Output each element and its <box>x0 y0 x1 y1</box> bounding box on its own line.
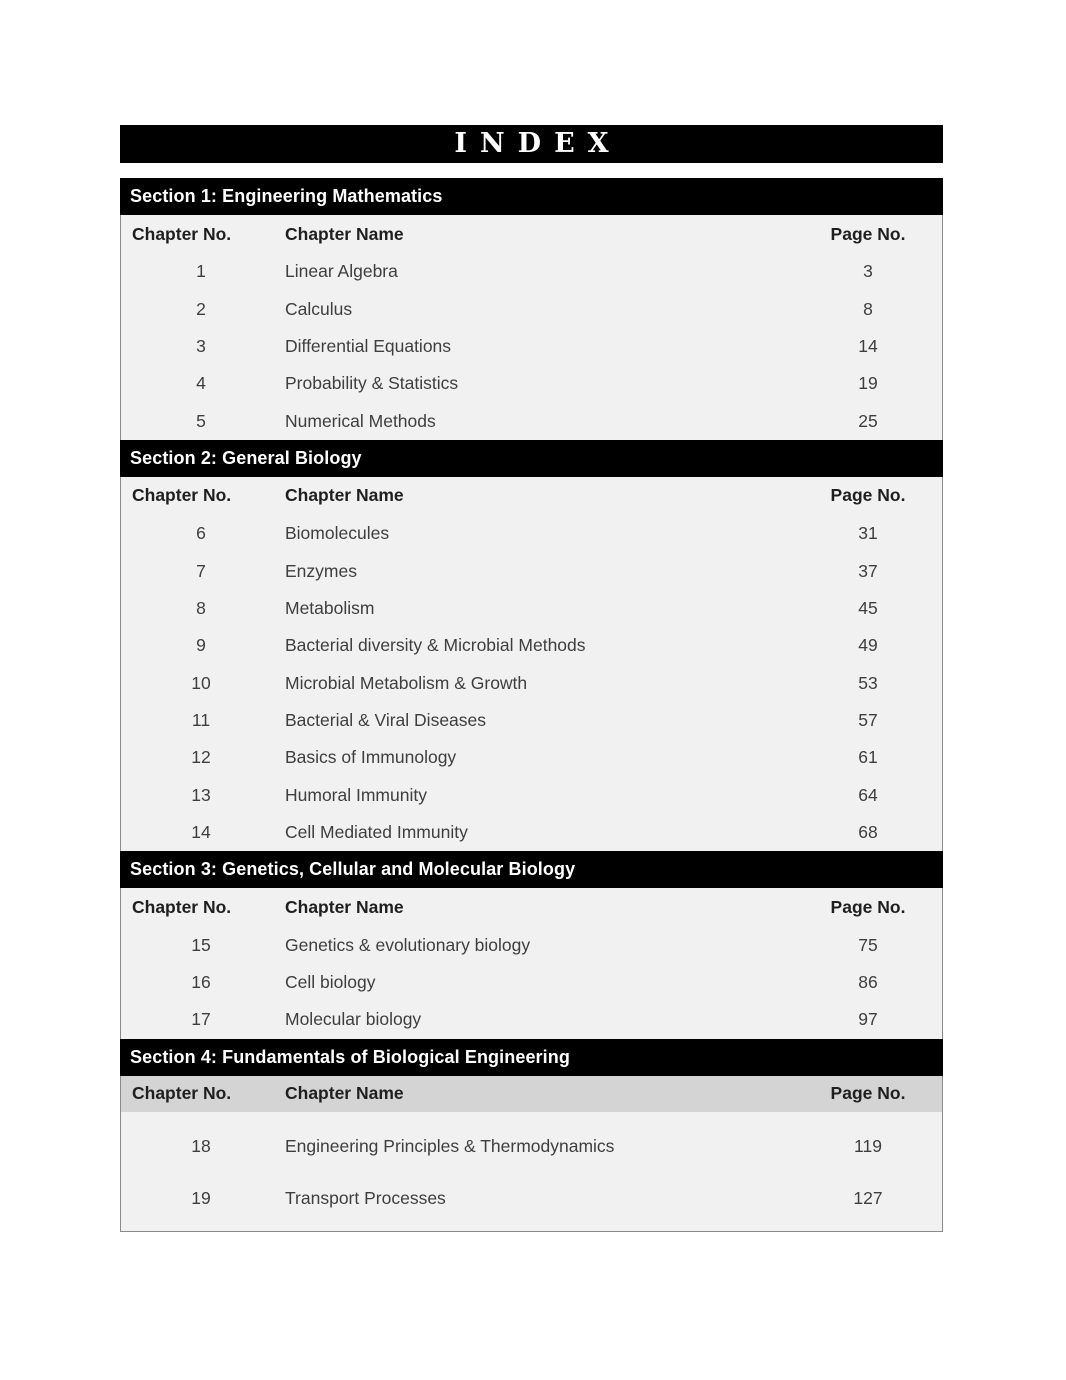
section-table <box>120 1076 943 1232</box>
chapter-name-cell: Probability & Statistics <box>285 373 459 394</box>
chapter-name-cell: Engineering Principles & Thermodynamics <box>285 1136 615 1157</box>
chapter-number-cell: 14 <box>191 822 211 843</box>
page-number-cell: 64 <box>858 784 878 805</box>
page-number-cell: 49 <box>858 635 878 656</box>
page-number-cell: 14 <box>858 335 878 356</box>
section-table <box>120 477 943 852</box>
chapter-name-cell: Genetics & evolutionary biology <box>285 934 531 955</box>
col-header-chapter-no: Chapter No. <box>132 896 232 917</box>
col-header-page-no: Page No. <box>830 485 906 506</box>
col-header-chapter-name: Chapter Name <box>285 223 404 244</box>
chapter-name-cell: Molecular biology <box>285 1009 422 1030</box>
table-row <box>121 702 942 739</box>
section-general-biology <box>120 440 943 852</box>
chapter-number-cell: 7 <box>196 560 206 581</box>
page-number-cell: 75 <box>858 934 878 955</box>
table-row <box>121 739 942 776</box>
section-genetics-cellular-molecular-biology <box>120 851 943 1038</box>
chapter-number-cell: 1 <box>196 261 206 282</box>
page-number-cell: 57 <box>858 710 878 731</box>
chapter-number-cell: 18 <box>191 1136 211 1157</box>
page-number-cell: 3 <box>863 261 873 282</box>
page-number-cell: 19 <box>858 373 878 394</box>
page-number-cell: 86 <box>858 972 878 993</box>
chapter-number-cell: 9 <box>196 635 206 656</box>
col-header-chapter-name: Chapter Name <box>285 1083 404 1104</box>
table-row <box>121 253 942 290</box>
table-row <box>121 1001 942 1038</box>
chapter-number-cell: 16 <box>191 972 211 993</box>
section-title: Section 4: Fundamentals of Biological Engineering <box>120 1039 943 1076</box>
chapter-number-cell: 10 <box>191 672 211 693</box>
page-number-cell: 61 <box>858 747 878 768</box>
col-header-chapter-name: Chapter Name <box>285 485 404 506</box>
chapter-number-cell: 12 <box>191 747 211 768</box>
chapter-name-cell: Numerical Methods <box>285 410 436 431</box>
chapter-name-cell: Cell Mediated Immunity <box>285 822 468 843</box>
table-header-row <box>121 477 942 515</box>
chapter-name-cell: Linear Algebra <box>285 261 398 282</box>
table-row <box>121 926 942 963</box>
section-title: Section 1: Engineering Mathematics <box>120 178 943 215</box>
page-number-cell: 119 <box>854 1136 882 1157</box>
chapter-number-cell: 4 <box>196 373 206 394</box>
table-row <box>121 665 942 702</box>
table-row <box>121 515 942 552</box>
chapter-number-cell: 6 <box>196 523 206 544</box>
chapter-name-cell: Cell biology <box>285 972 376 993</box>
col-header-chapter-no: Chapter No. <box>132 223 232 244</box>
col-header-page-no: Page No. <box>830 223 906 244</box>
page-title: INDEX <box>120 125 943 163</box>
table-body <box>121 515 942 852</box>
section-title: Section 3: Genetics, Cellular and Molecular Biology <box>120 851 943 888</box>
table-row <box>121 1173 942 1225</box>
table-row <box>121 590 942 627</box>
chapter-number-cell: 11 <box>191 710 211 731</box>
chapter-name-cell: Microbial Metabolism & Growth <box>285 672 528 693</box>
chapter-number-cell: 17 <box>191 1009 211 1030</box>
table-row <box>121 403 942 440</box>
page-number-cell: 37 <box>858 560 878 581</box>
chapter-name-cell: Differential Equations <box>285 335 452 356</box>
index-content <box>120 125 943 1232</box>
chapter-name-cell: Bacterial diversity & Microbial Methods <box>285 635 586 656</box>
chapter-number-cell: 8 <box>196 597 206 618</box>
page-number-cell: 53 <box>858 672 878 693</box>
page-number-cell: 127 <box>853 1188 883 1209</box>
table-body <box>121 1112 942 1231</box>
table-row <box>121 365 942 402</box>
col-header-chapter-no: Chapter No. <box>132 1083 232 1104</box>
table-header-row <box>121 1076 942 1112</box>
table-row <box>121 777 942 814</box>
table-row <box>121 290 942 327</box>
page-number-cell: 25 <box>858 410 878 431</box>
chapter-number-cell: 15 <box>191 934 211 955</box>
chapter-name-cell: Metabolism <box>285 597 375 618</box>
section-title: Section 2: General Biology <box>120 440 943 477</box>
chapter-name-cell: Humoral Immunity <box>285 784 427 805</box>
table-row <box>121 814 942 851</box>
chapter-name-cell: Calculus <box>285 298 353 319</box>
table-body <box>121 926 942 1038</box>
table-header-row <box>121 215 942 253</box>
chapter-number-cell: 5 <box>196 410 206 431</box>
chapter-number-cell: 2 <box>196 298 206 319</box>
chapter-name-cell: Bacterial & Viral Diseases <box>285 710 487 731</box>
chapter-number-cell: 3 <box>196 335 206 356</box>
table-body <box>121 253 942 440</box>
table-row <box>121 1121 942 1173</box>
col-header-chapter-no: Chapter No. <box>132 485 232 506</box>
section-table <box>120 888 943 1038</box>
table-header-row <box>121 888 942 926</box>
chapter-number-cell: 13 <box>191 784 211 805</box>
chapter-name-cell: Enzymes <box>285 560 357 581</box>
page-number-cell: 31 <box>858 523 878 544</box>
table-row <box>121 552 942 589</box>
section-fundamentals-biological-engineering <box>120 1039 943 1232</box>
page-number-cell: 68 <box>858 822 878 843</box>
col-header-page-no: Page No. <box>830 1083 906 1104</box>
page-number-cell: 8 <box>863 298 873 319</box>
section-engineering-mathematics <box>120 178 943 440</box>
table-row <box>121 328 942 365</box>
chapter-name-cell: Basics of Immunology <box>285 747 457 768</box>
chapter-name-cell: Biomolecules <box>285 523 390 544</box>
page-number-cell: 45 <box>858 597 878 618</box>
table-row <box>121 627 942 664</box>
page-number-cell: 97 <box>858 1009 878 1030</box>
col-header-chapter-name: Chapter Name <box>285 896 404 917</box>
table-row <box>121 964 942 1001</box>
chapter-number-cell: 19 <box>191 1188 211 1209</box>
chapter-name-cell: Transport Processes <box>285 1188 446 1209</box>
section-table <box>120 215 943 440</box>
col-header-page-no: Page No. <box>830 896 906 917</box>
